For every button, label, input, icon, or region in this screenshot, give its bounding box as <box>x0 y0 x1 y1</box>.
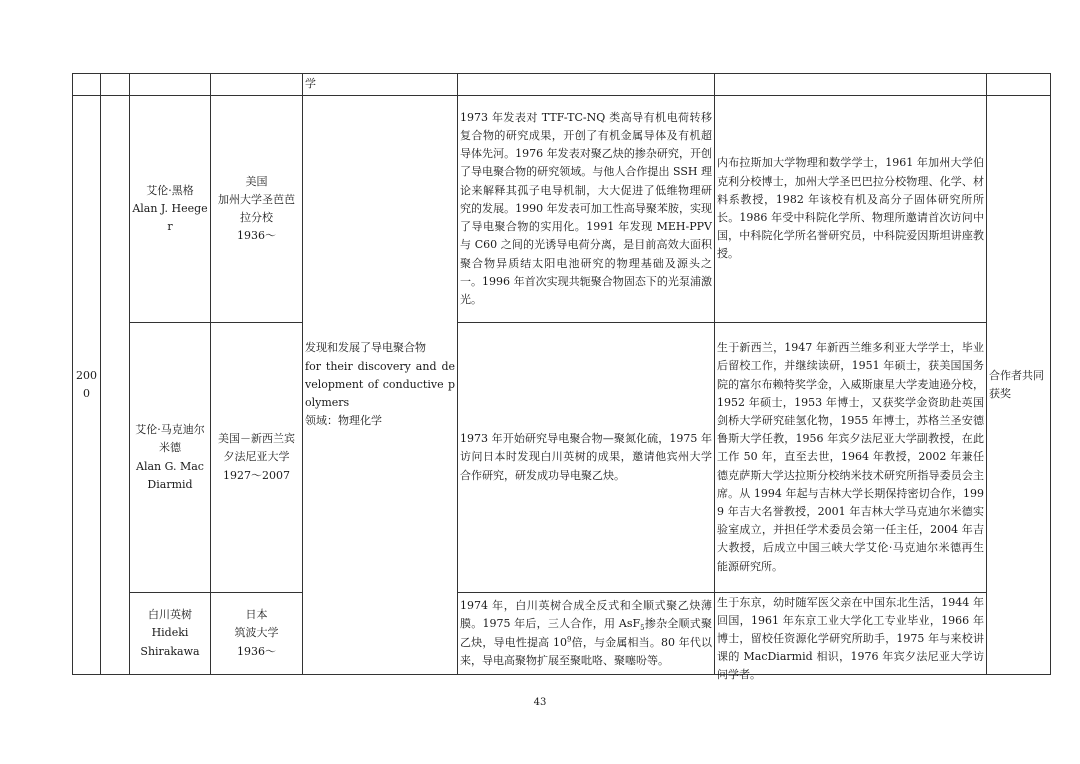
note-cell <box>987 96 1051 675</box>
laureate-name-en-last: Shirakawa <box>140 644 200 658</box>
index-cell <box>101 96 130 675</box>
laureate-name-zh: 白川英树 <box>148 608 192 622</box>
research-text-part-b: 掺杂全顺式聚乙炔，导电性提高 10 <box>460 617 713 649</box>
laureate-row-heeger <box>73 96 1051 323</box>
laureate-name-cell <box>130 593 211 675</box>
laureate-name-cell <box>130 323 211 593</box>
research-text: 1973 年发表对 TTF-TC-NQ 类高导有机电荷转移复合物的研究成果，开创了有机金属导体及有机超导体先河。1976 年发表对聚乙炔的掺杂研究，开创了导电聚合物的研究领域。与他人合作提出 SSH 理论来解释其孤子电导机制，大大促进了低维物理研究的发展。1990 年发表可加工性高导聚苯胺，实现了导电聚合物的实用化。1991 年发现 MEH-PPV 与 C60 之间的光诱导电荷分离，是目前高效大面积聚合物异质结太阳电池研究的物理基础及源头之一。1996 年首次实现共轭聚合物固态下的光泵浦激光。 <box>460 110 712 306</box>
laureate-affiliation-cell <box>211 593 303 675</box>
research-cell <box>458 593 715 675</box>
discovery-cell <box>303 96 458 675</box>
research-subscript: 5 <box>640 624 645 633</box>
laureate-name-en: Alan J. Heeger <box>132 201 208 234</box>
name-cell-blank <box>130 74 211 96</box>
discovery-tail-text: 学 <box>305 77 316 91</box>
research-text-part-c: 倍，与金属相当。80 年代以来，导电高聚物扩展至聚吡咯、聚噻吩等。 <box>460 635 712 667</box>
affiliation-institution: 加州大学圣芭芭拉分校 <box>218 192 295 224</box>
research-text <box>460 597 712 670</box>
research-text-part-a: 1974 年，白川英树合成全反式和全顺式聚乙炔薄膜。1975 年后，三人合作，用 AsF <box>460 599 712 631</box>
affiliation-institution: 美国－新西兰宾夕法尼亚大学 <box>218 432 295 464</box>
laureate-name-en: Alan G. MacDiarmid <box>136 459 204 491</box>
laureate-name-en-first: Hideki <box>151 626 189 640</box>
award-year: 2000 <box>76 368 97 400</box>
laureate-name-cell <box>130 96 211 323</box>
bio-cell <box>715 323 987 593</box>
laureate-name-zh: 艾伦·黑格 <box>146 183 194 197</box>
research-superscript: 9 <box>567 634 572 643</box>
discovery-tail-cell <box>303 74 458 96</box>
research-text: 1973 年开始研究导电聚合物—聚氮化硫，1975 年访问日本时发现白川英树的成果，邀请他宾州大学合作研究，研发成功导电聚乙炔。 <box>460 432 712 482</box>
year-cell-blank <box>73 74 101 96</box>
bio-text: 生于东京，幼时随军医父亲在中国东北生活，1944 年回国，1961 年东京工业大学化工专业毕业，1966 年博士，留校任资源化学研究所助手，1975 年与来校讲课的 MacDiarmid 相识，1976 年宾夕法尼亚大学访问学者。 <box>717 595 984 682</box>
laureate-row-shirakawa <box>73 593 1051 675</box>
laureate-affiliation-cell <box>211 96 303 323</box>
note-cell-blank <box>987 74 1051 96</box>
affiliation-country: 日本 <box>245 608 268 622</box>
year-cell <box>73 96 101 675</box>
bio-text: 生于新西兰，1947 年新西兰维多利亚大学学士，毕业后留校工作，并继续读研，1951 年硕士，获美国国务院的富尔布赖特奖学金，入威斯康星大学麦迪逊分校，1952 年硕士，1953 年博士，又获奖学金资助赴英国剑桥大学研究硅氢化物，1955 年博士，苏格兰圣安德鲁斯大学任教，1956 年宾夕法尼亚大学副教授，在此工作 50 年，直至去世，1964 年教授，2002 年兼任德克萨斯大学达拉斯分校纳米技术研究所指导委员会主席。从 1994 年起与吉林大学长期保持密切合作，1999 年吉大名誉教授，2001 年吉林大学马克迪尔米德实验室成立，并担任学术委员会第一任主任，2004 年吉大教授，后成立中国三峡大学艾伦·马克迪尔米德再生能源研究所。 <box>717 341 984 573</box>
research-cell <box>458 323 715 593</box>
index-cell-blank <box>101 74 130 96</box>
affil-cell-blank <box>211 74 303 96</box>
research-cell <box>458 96 715 323</box>
research-cell-blank <box>458 74 715 96</box>
bio-cell <box>715 593 987 682</box>
discovery-field: 领域：物理化学 <box>305 414 382 428</box>
affiliation-institution: 筑波大学 <box>234 626 279 640</box>
laureate-affiliation-cell <box>211 323 303 593</box>
bio-text: 内布拉斯加大学物理和数学学士，1961 年加州大学伯克利分校博士，加州大学圣巴巴拉分校物理、化学、材料系教授，1982 年该校有机及高分子固体研究所所长。1986 年受中科院化学所、物理所邀请首次访问中国，中科院化学所名誉研究员，中科院爱因斯坦讲座教授。 <box>717 156 984 261</box>
page-number: 43 <box>533 697 547 708</box>
bio-cell-blank <box>715 74 987 96</box>
continuation-row <box>73 74 1051 96</box>
bio-cell <box>715 96 987 323</box>
life-years: 1936～ <box>237 229 276 243</box>
affiliation-country: 美国 <box>245 174 268 188</box>
discovery-en: for their discovery and development of conductive polymers <box>305 359 455 410</box>
life-years: 1927～2007 <box>223 468 290 482</box>
discovery-zh: 发现和发展了导电聚合物 <box>305 341 426 355</box>
life-years: 1936～ <box>237 644 276 658</box>
nobel-laureates-table <box>72 73 1051 682</box>
note-text: 合作者共同获奖 <box>989 368 1044 400</box>
laureate-row-macdiarmid <box>73 323 1051 593</box>
laureate-name-zh: 艾伦·马克迪尔米德 <box>135 423 205 455</box>
